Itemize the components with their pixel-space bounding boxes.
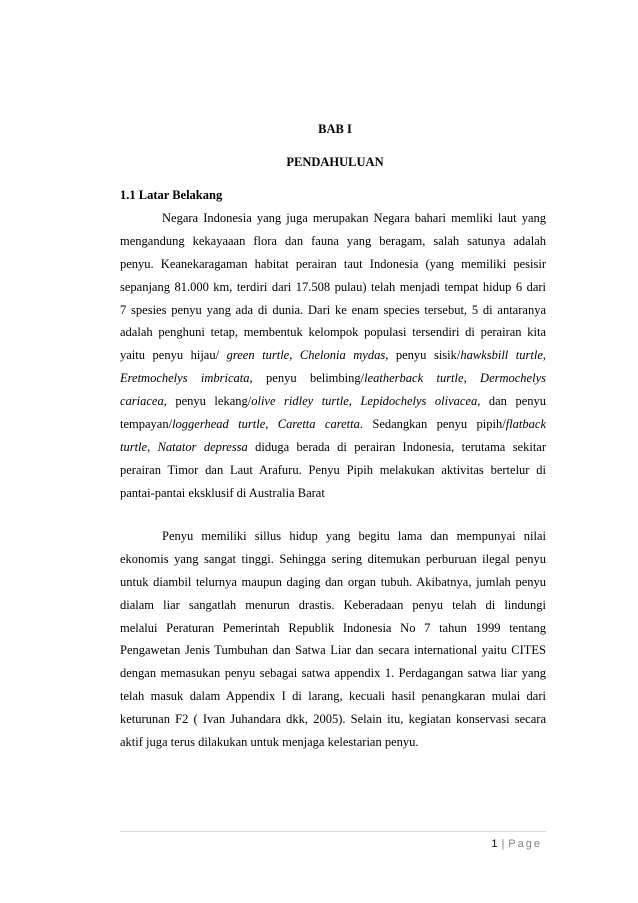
italic-text: leatherback turtle [364, 371, 464, 386]
italic-text: Caretta caretta [277, 417, 360, 432]
text-run: dengan memasukan penyu sebagai satwa appendix 1. Perdagangan satwa liar yang [120, 666, 546, 681]
chapter-title: PENDAHULUAN [286, 155, 384, 169]
text-line [120, 662, 546, 685]
text-run: , [289, 348, 300, 363]
text-run: pantai-pantai eksklusif di Australia Barat [120, 485, 325, 500]
text-line [120, 253, 546, 276]
italic-text: Chelonia mydas [299, 348, 386, 363]
section-title: 1.1 Latar Belakang [120, 188, 223, 202]
text-run: , [348, 394, 361, 409]
italic-text: Natator depressa [157, 439, 248, 454]
text-line [120, 390, 546, 413]
text-run: ekonomis yang sangat tinggi. Sehingga sering ditemukan perburuan ilegal penyu [120, 551, 546, 566]
text-run: , [265, 417, 278, 432]
text-line [120, 685, 546, 708]
text-run: Negara Indonesia yang juga merupakan Negara bahari memliki laut yang [162, 211, 546, 225]
text-line [120, 344, 546, 367]
text-run: , dan penyu [477, 394, 546, 409]
text-run: adalah penghuni tetap, membentuk kelompok populasi tersendiri di perairan kita [120, 325, 546, 340]
text-line [120, 571, 546, 594]
italic-text: cariacea [120, 394, 164, 409]
text-line [120, 731, 546, 754]
italic-text: Eretmochelys imbricata [120, 371, 250, 386]
italic-text: loggerhead turtle [172, 417, 266, 432]
footer-separator: | [501, 838, 505, 850]
italic-text: turtle [120, 439, 148, 454]
text-line [120, 639, 546, 662]
text-run: yaitu penyu hijau/ [120, 348, 227, 363]
paragraph-1 [120, 207, 546, 505]
italic-text: Dermochelys [480, 371, 546, 386]
text-run: melalui Peraturan Pemerintah Republik Indonesia No 7 tahun 1999 tentang [120, 620, 546, 635]
page-label: Page [508, 838, 542, 850]
text-run: perairan Timor dan Laut Arafuru. Penyu Pipih melakukan aktivitas bertelur di [120, 462, 546, 477]
paragraph-2 [120, 525, 546, 754]
text-run: dialam liar sangatlah menurun drastis. Keberadaan penyu telah di lindungi [120, 597, 546, 612]
text-line [120, 594, 546, 617]
text-line [120, 413, 546, 436]
italic-text: Lepidochelys olivacea [360, 394, 478, 409]
text-run: , penyu sisik/ [385, 348, 461, 363]
page-number: 1 [491, 838, 498, 850]
text-line [120, 617, 546, 640]
italic-text: hawksbill turtle [460, 348, 543, 363]
text-run: , [542, 348, 546, 363]
text-line [120, 459, 546, 482]
text-run: telah masuk dalam Appendix I di larang, kecuali hasil penangkaran mulai dari [120, 689, 546, 704]
footer-divider [120, 831, 546, 832]
text-run: , penyu belimbing/ [249, 371, 365, 386]
text-line [120, 299, 546, 322]
text-run: penyu. Keanekaragaman habitat perairan taut Indonesia (yang memiliki pesisir [120, 256, 546, 271]
text-run: tempayan/ [120, 417, 173, 432]
text-run: untuk diambil telurnya maupun daging dan organ tubuh. Akibatnya, jumlah penyu [120, 574, 546, 589]
text-run: , [463, 371, 481, 386]
text-line [120, 708, 546, 731]
text-run: . Sedangkan penyu pipih/ [359, 417, 506, 432]
text-run: aktif juga terus dilakukan untuk menjaga kelestarian penyu. [120, 735, 419, 750]
italic-text: olive ridley turtle [251, 394, 349, 409]
text-line [120, 321, 546, 344]
text-run: diduga berada di perairan Indonesia, terutama sekitar [247, 439, 546, 454]
text-run: Pengawetan Jenis Tumbuhan dan Satwa Liar dan secara international yaitu CITES [120, 643, 546, 658]
text-line [120, 525, 546, 548]
text-run: Penyu memiliki sillus hidup yang begitu lama dan mempunyai nilai [162, 529, 546, 543]
text-line [120, 367, 546, 390]
text-line [120, 207, 546, 230]
italic-text: green turtle [226, 348, 290, 363]
text-line [120, 276, 546, 299]
text-line [120, 230, 546, 253]
text-run: sepanjang 81.000 km, terdiri dari 17.508 pulau) telah menjadi tempat hidup 6 dari [120, 279, 546, 294]
text-line [120, 548, 546, 571]
text-line [120, 482, 546, 505]
text-run: mengandung kekayaaan flora dan fauna yang beragam, salah satunya adalah [120, 233, 546, 248]
italic-text: flatback [505, 417, 546, 432]
text-line [120, 436, 546, 459]
chapter-heading: BAB I [318, 122, 352, 136]
text-run: , penyu lekang/ [163, 394, 252, 409]
text-run: keturunan F2 ( Ivan Juhandara dkk, 2005). Selain itu, kegiatan konservasi secara [120, 712, 546, 727]
text-run: , [147, 439, 158, 454]
page-footer [491, 837, 542, 851]
text-run: 7 spesies penyu yang ada di dunia. Dari ke enam species tersebut, 5 di antaranya [120, 302, 546, 317]
